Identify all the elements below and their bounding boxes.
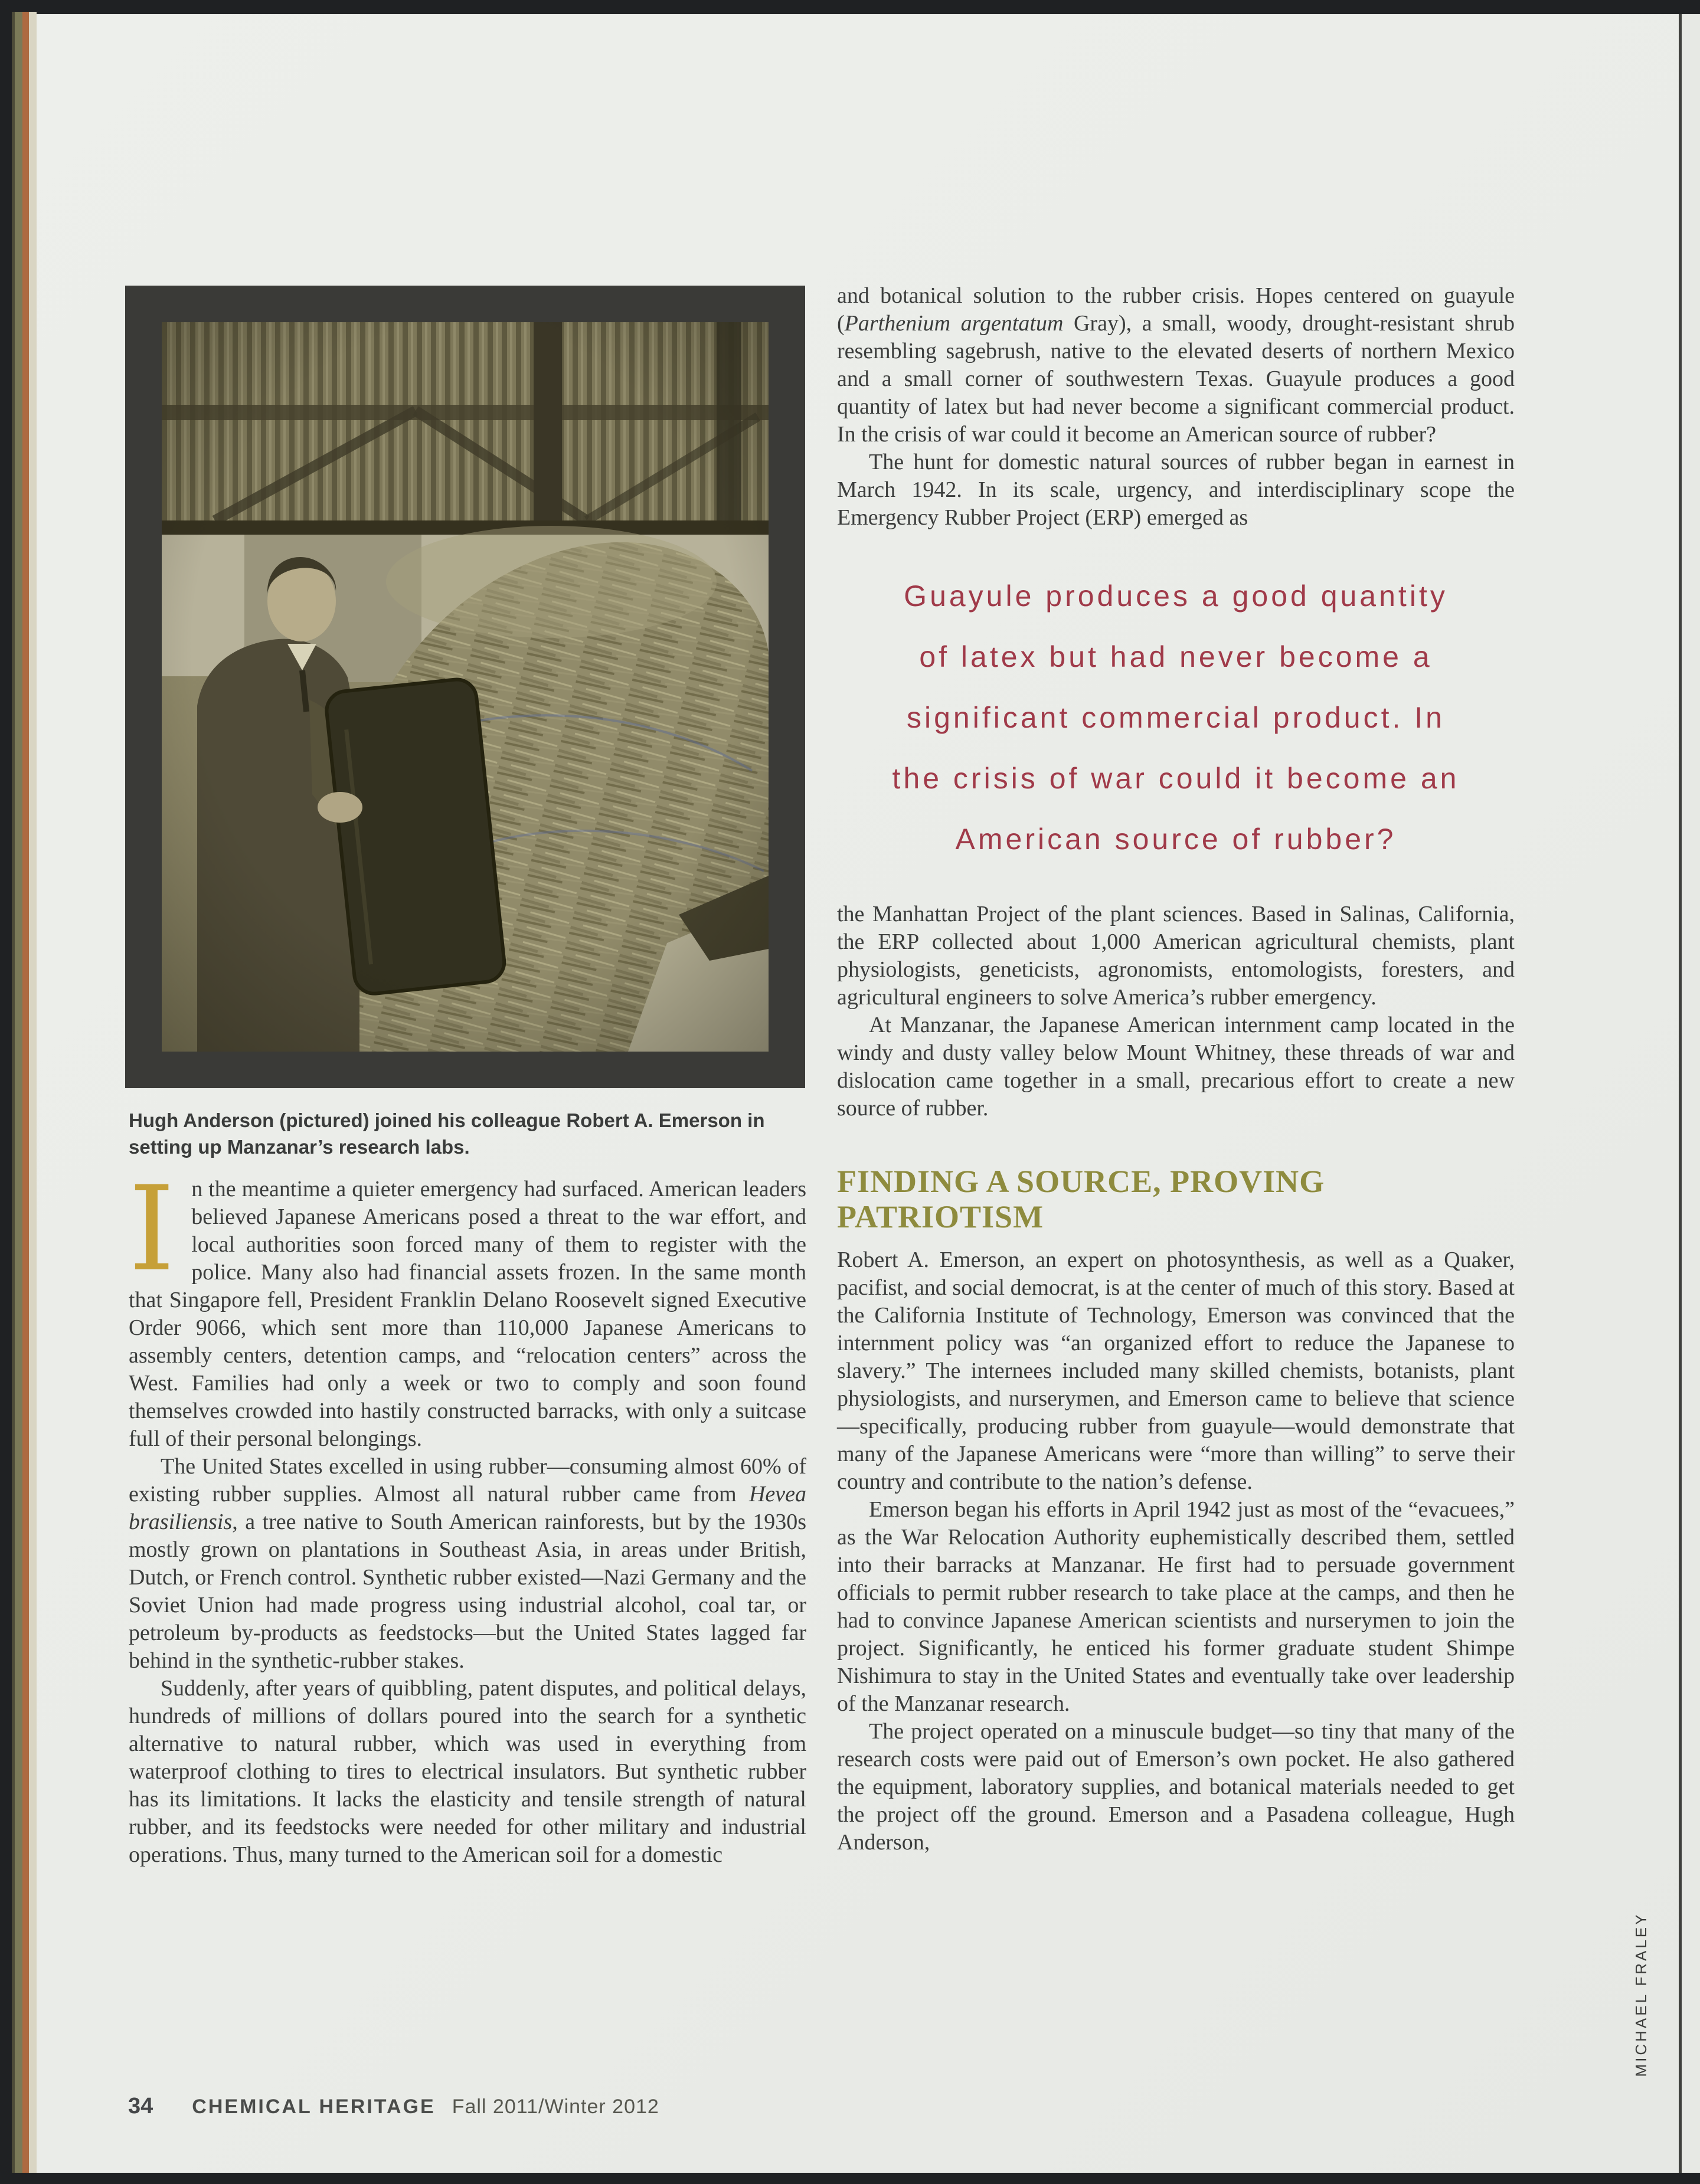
adjacent-page-sliver bbox=[1682, 14, 1700, 2173]
pull-quote-line: the crisis of war could it become an bbox=[892, 762, 1460, 795]
paragraph: Robert A. Emerson, an expert on photosynthesis, as well as a Quaker, pacifist, and social democrat, is at the center of much of this story. Based at the California Institute of Technology, Emerson was convinced that the internment policy was “an organized effort to reduce the Japanese to slavery.” The internees included many skilled chemists, botanists, plant physiologists, and nurserymen, and Emerson came to believe that science—specifically, producing rubber from guayule—would demonstrate that many of the Japanese Americans were “more than willing” to serve their country and contribute to the nation’s defense. bbox=[837, 1247, 1515, 1494]
paragraph: Emerson began his efforts in April 1942 just as most of the “evacuees,” as the War Relocation Authority euphemistically described them, settled into their barracks at Manzanar. He first had to persuade government officials to permit rubber research to take place at the camps, and then he had to convince Japanese American scientists and nurserymen to join the project. Significantly, he enticed his former graduate student Shimpe Nishimura to stay in the United States and eventually take over leadership of the Manzanar research. bbox=[837, 1497, 1515, 1716]
paragraph: The project operated on a minuscule budget—so tiny that many of the research costs were paid out of Emerson’s own pocket. He also gathered the equipment, laboratory supplies, and botanical materials needed to get the project off the ground. Emerson and a Pasadena colleague, Hugh Anderson, bbox=[837, 1719, 1515, 1855]
page-footer bbox=[128, 2094, 659, 2119]
photo-caption-line: Hugh Anderson (pictured) joined his colleague Robert A. Emerson in bbox=[129, 1109, 765, 1131]
paragraph: and botanical solution to the rubber crisis. Hopes centered on guayule (Parthenium argentatum Gray), a small, woody, drought-resistant shrub resembling sagebrush, native to the elevated deserts of northern Mexico and a small corner of southwestern Texas. Guayule produces a good quantity of latex but had never become a significant commercial product. In the crisis of war could it become an American source of rubber? bbox=[837, 283, 1515, 447]
photo-caption bbox=[129, 1107, 802, 1160]
page-number: 34 bbox=[128, 2094, 153, 2118]
paragraph: the Manhattan Project of the plant sciences. Based in Salinas, California, the ERP collected about 1,000 American agricultural chemists, plant physiologists, geneticists, agronomists, entomologists, foresters, and agricultural engineers to solve America’s rubber emergency. bbox=[837, 902, 1515, 1010]
pull-quote bbox=[837, 566, 1515, 870]
pull-quote-line: Guayule produces a good quantity bbox=[904, 579, 1448, 613]
book-edge-strip bbox=[22, 12, 29, 2173]
species-name: Hevea brasiliensis bbox=[129, 1482, 806, 1534]
pull-quote-line: significant commercial product. In bbox=[907, 701, 1445, 734]
paragraph: Suddenly, after years of quibbling, patent disputes, and political delays, hundreds of millions of dollars poured into the search for a synthetic alternative to natural rubber, which was used in everything from waterproof clothing to tires to electrical insulators. But synthetic rubber has its limitations. It lacks the elasticity and tensile strength of natural rubber, and its feedstocks were needed for other military and industrial operations. Thus, many turned to the American soil for a domestic bbox=[129, 1676, 806, 1867]
section-heading: FINDING A SOURCE, PROVING PATRIOTISM bbox=[837, 1164, 1325, 1235]
paragraph: The hunt for domestic natural sources of rubber began in earnest in March 1942. In its scale, urgency, and interdisciplinary scope the Emergency Rubber Project (ERP) emerged as bbox=[837, 450, 1515, 530]
photo-credit: MICHAEL FRALEY bbox=[1632, 1912, 1650, 2077]
book-edge-strip bbox=[15, 12, 22, 2173]
paragraph: In the meantime a quieter emergency had surfaced. American leaders believed Japanese Americans posed a threat to the war effort, and local authorities soon forced many of them to register with the police. Many also had financial assets frozen. In the same month that Singapore fell, President Franklin Delano Roosevelt signed Executive Order 9066, which sent more than 110,000 Japanese Americans to assembly centers, detention camps, and “relocation centers” across the West. Families had only a week or two to comply and soon found themselves crowded into hastily constructed barracks, with only a suitcase full of their personal belongings. bbox=[129, 1161, 806, 1451]
photo-frame bbox=[125, 286, 805, 1088]
pull-quote-line: American source of rubber? bbox=[955, 823, 1397, 856]
pull-quote-line: of latex but had never become a bbox=[919, 640, 1433, 673]
right-text-column bbox=[837, 282, 1515, 1856]
photo-illustration bbox=[162, 322, 769, 1052]
photo-caption-line: setting up Manzanar’s research labs. bbox=[129, 1136, 470, 1158]
issue-label: Fall 2011/Winter 2012 bbox=[452, 2095, 659, 2118]
paragraph: The United States excelled in using rubber—consuming almost 60% of existing rubber supplies. Almost all natural rubber came from Hevea brasiliensis, a tree native to South American rainforests, but by the 1930s mostly grown on plantations in Southeast Asia, in areas under British, Dutch, or French control. Synthetic rubber existed—Nazi Germany and the Soviet Union had made progress using industrial alcohol, coal tar, or petroleum by-products as feedstocks—but the United States lagged far behind in the synthetic-rubber stakes. bbox=[129, 1454, 806, 1673]
left-text-column bbox=[129, 1161, 806, 1869]
magazine-title: CHEMICAL HERITAGE bbox=[192, 2095, 436, 2118]
paragraph: At Manzanar, the Japanese American internment camp located in the windy and dusty valley below Mount Whitney, these threads of war and dislocation came together in a small, precarious effort to create a new source of rubber. bbox=[837, 1013, 1515, 1121]
species-name: Parthenium argentatum bbox=[844, 311, 1064, 336]
book-edge-strip bbox=[29, 12, 37, 2173]
drop-cap: I bbox=[129, 1161, 175, 1297]
